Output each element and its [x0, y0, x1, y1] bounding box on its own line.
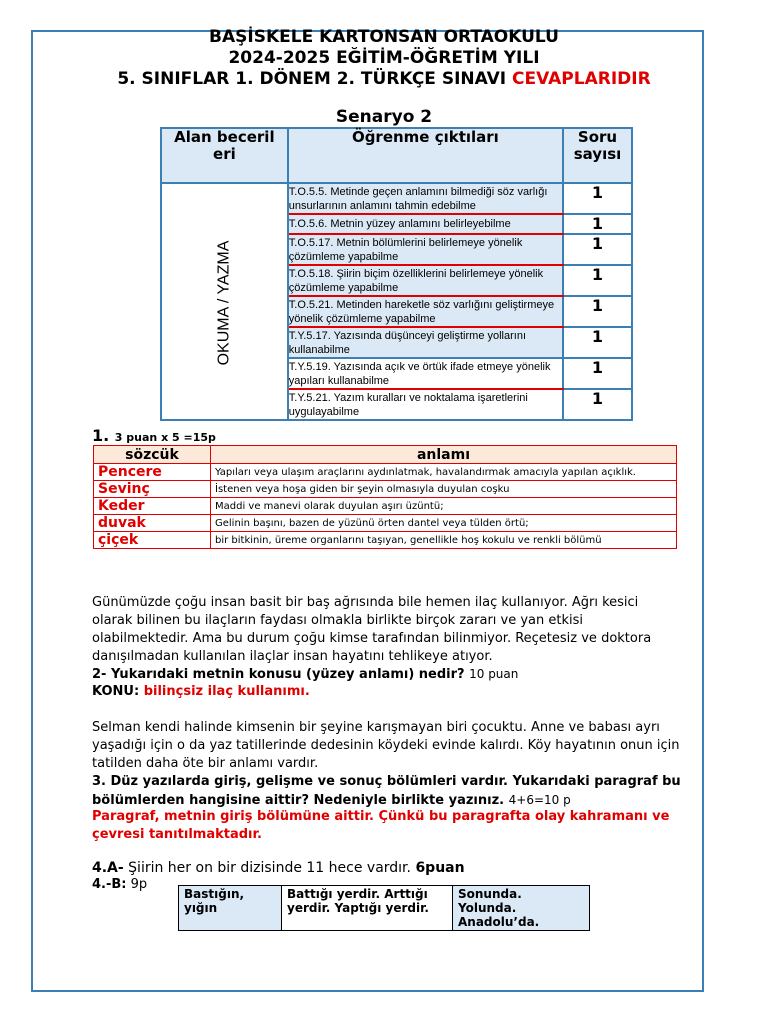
outcome-count: 1 — [563, 214, 632, 234]
outcome-row: T.Y.5.21. Yazım kuralları ve noktalama işaretlerini uygulayabilme — [288, 389, 563, 420]
outcome-count: 1 — [563, 358, 632, 389]
vocab-meaning: Maddi ve manevi olarak duyulan aşırı üzüntü; — [211, 498, 677, 515]
vocab-word: çiçek — [94, 532, 211, 549]
question-3 — [92, 773, 682, 810]
outcome-row: T.O.5.5. Metinde geçen anlamını bilmediği söz varlığı unsurlarının anlamını tahmin edebilme — [288, 183, 563, 214]
exam-title-answers: CEVAPLARIDIR — [512, 69, 651, 89]
col-skill: Alan beceril eri — [161, 128, 288, 183]
outcome-count: 1 — [563, 327, 632, 358]
vocab-word: Sevinç — [94, 481, 211, 498]
vocab-word: duvak — [94, 515, 211, 532]
outcome-count: 1 — [563, 265, 632, 296]
col-word: sözcük — [94, 446, 211, 464]
school-name: BAŞİSKELE KARTONSAN ORTAOKULU — [209, 27, 559, 47]
exam-title — [0, 70, 768, 88]
question-1-heading — [92, 426, 216, 445]
question-4a-label: 4.A- — [92, 860, 124, 876]
question-1-points: 3 puan x 5 =15p — [114, 431, 216, 444]
outcome-row: T.Y.5.19. Yazısında açık ve örtük ifade etmeye yönelik yapıları kullanabilme — [288, 358, 563, 389]
outcome-row: T.O.5.17. Metnin bölümlerini belirlemeye yönelik çözümleme yapabilme — [288, 234, 563, 265]
vocab-word: Keder — [94, 498, 211, 515]
vocab-word: Pencere — [94, 464, 211, 481]
outcome-count: 1 — [563, 183, 632, 214]
vocab-meaning: İstenen veya hoşa giden bir şeyin olmasıyla duyulan coşku — [211, 481, 677, 498]
question-3-text: 3. Düz yazılarda giriş, gelişme ve sonuç bölümleri vardır. Yukarıdaki paragraf bu bölümlerden hangisine aittir? Nedeniyle birlikte yazınız. — [92, 774, 681, 808]
academic-year: 2024-2025 EĞİTİM-ÖĞRETİM YILI — [228, 48, 540, 68]
scenario-title: Senaryo 2 — [335, 107, 433, 127]
exam-title-text: 5. SINIFLAR 1. DÖNEM 2. TÜRKÇE SINAVI — [117, 69, 507, 89]
vocabulary-table — [93, 445, 677, 549]
outcomes-table — [160, 127, 633, 421]
outcome-row: T.O.5.6. Metnin yüzey anlamını belirleyebilme — [288, 214, 563, 234]
question-2 — [92, 665, 682, 684]
question-1-number: 1. — [92, 426, 110, 445]
skill-label: OKUMA / YAZMA — [215, 240, 233, 365]
answer-2-label: KONU: — [92, 684, 140, 699]
skill-cell — [161, 183, 288, 420]
question-2-points: 10 puan — [469, 667, 519, 681]
question-4b-label: 4.-B: — [92, 877, 127, 892]
question-3-points: 4+6=10 p — [508, 793, 571, 807]
rhyme-cell: Sonunda. Yolunda. Anadolu’da. — [453, 886, 590, 931]
question-4a-points: 6puan — [415, 860, 465, 876]
col-outcomes: Öğrenme çıktıları — [288, 128, 563, 183]
col-count: Soru sayısı — [563, 128, 632, 183]
outcome-row: T.Y.5.17. Yazısında düşünceyi geliştirme yollarını kullanabilme — [288, 327, 563, 358]
outcome-row: T.O.5.21. Metinden hareketle söz varlığını geliştirmeye yönelik çözümleme yapabilme — [288, 296, 563, 327]
question-4b-points: 9p — [130, 877, 148, 892]
outcome-count: 1 — [563, 389, 632, 420]
answer-2-text: bilinçsiz ilaç kullanımı. — [143, 684, 310, 699]
vocab-meaning: bir bitkinin, üreme organlarını taşıyan, genellikle hoş kokulu ve renkli bölümü — [211, 532, 677, 549]
outcome-count: 1 — [563, 296, 632, 327]
rhyme-cell: Battığı yerdir. Arttığı yerdir. Yaptığı yerdir. — [282, 886, 453, 931]
reading-text-1: Günümüzde çoğu insan basit bir baş ağrısında bile hemen ilaç kullanıyor. Ağrı kesici olarak bilinen bu ilaçların faydası olmakla birlikte birçok zararı ve yan etkisi olabilmektedir. Ama bu durum çoğu kimse tarafından bilinmiyor. Reçetesiz ve doktora danışılmadan kullanılan ilaçlar insan hayatını tehlikeye atıyor. — [92, 595, 652, 664]
outcome-count: 1 — [563, 234, 632, 265]
vocab-meaning: Gelinin başını, bazen de yüzünü örten dantel veya tülden örtü; — [211, 515, 677, 532]
col-meaning: anlamı — [211, 446, 677, 464]
answer-3: Paragraf, metnin giriş bölümüne aittir. Çünkü bu paragrafta olay kahramanı ve çevresi tanıtılmaktadır. — [92, 809, 670, 842]
answer-2 — [92, 683, 682, 701]
question-4a — [92, 859, 682, 877]
outcome-row: T.O.5.18. Şiirin biçim özelliklerini belirlemeye yönelik çözümleme yapabilme — [288, 265, 563, 296]
reading-text-2: Selman kendi halinde kimsenin bir şeyine karışmayan biri çocuktu. Anne ve babası ayrı yaşadığı için o da yaz tatillerinde dedesinin köydeki evinde kalırdı. Köy hayatının onun için tatilden daha öte bir anlamı vardır. — [92, 720, 680, 771]
rhyme-cell: Bastığın, yığın — [179, 886, 282, 931]
question-2-text: 2- Yukarıdaki metnin konusu (yüzey anlamı) nedir? — [92, 667, 465, 682]
rhyme-table — [178, 885, 590, 931]
vocab-meaning: Yapıları veya ulaşım araçlarını aydınlatmak, havalandırmak amacıyla yapılan açıklık. — [211, 464, 677, 481]
question-4a-text: Şiirin her on bir dizisinde 11 hece vardır. — [128, 860, 411, 876]
